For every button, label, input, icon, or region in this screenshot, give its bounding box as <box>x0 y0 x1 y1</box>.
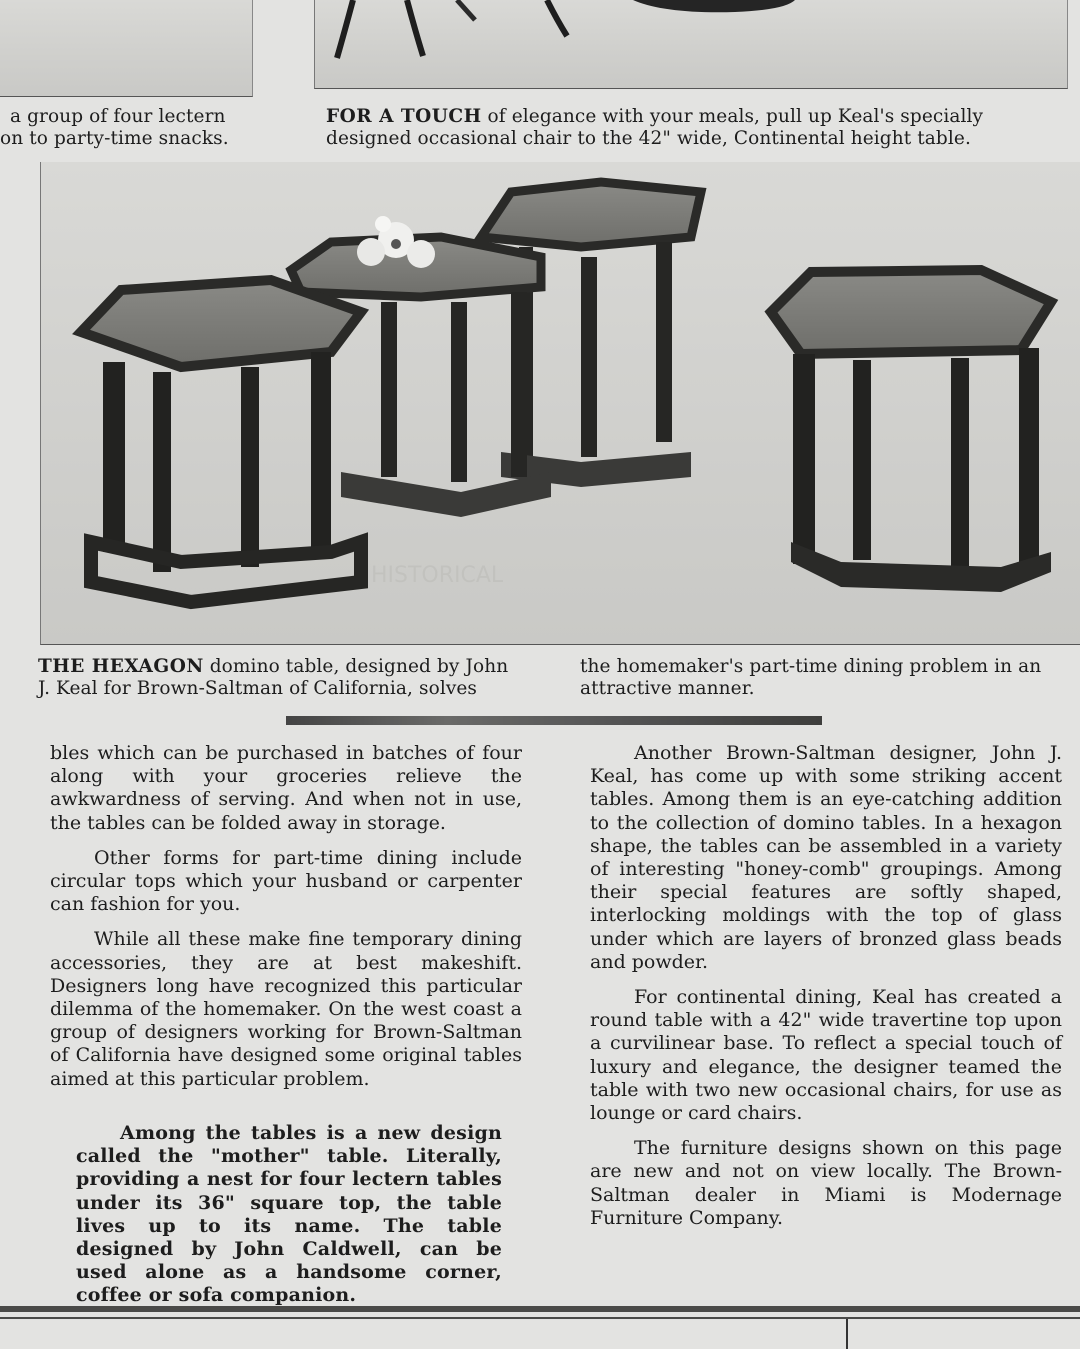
photo-watermark: HISTORICAL <box>371 563 504 588</box>
bottom-rule <box>0 1306 1080 1312</box>
article-right-column <box>590 742 1062 1230</box>
bottom-vertical-rule <box>846 1319 848 1349</box>
chair-and-table-photo <box>315 0 1067 88</box>
article-left-paragraph-1: bles which can be purchased in batches of four along with your groceries relieve the awkwardness of serving. And when not in use, the tables can be folded away in storage. <box>50 742 522 834</box>
hex-table-right <box>771 270 1051 592</box>
hexagon-caption-left-line1: domino table, designed by John <box>203 656 509 677</box>
top-left-caption <box>0 106 260 150</box>
top-left-caption-line2: on to party-time snacks. <box>0 128 229 149</box>
hexagon-caption-left <box>38 656 538 700</box>
article-left-bold-paragraph: Among the tables is a new design called the "mother" table. Literally, providing a nest for four lectern tables under its 36" square top, the table lives up to its name. The table designed by John Caldwell, can be used alone as a handsome corner, coffee or sofa companion. <box>76 1122 502 1307</box>
section-divider <box>286 716 822 725</box>
top-right-caption-line1: of elegance with your meals, pull up Keal's specially <box>481 106 984 127</box>
hexagon-caption-lead: THE HEXAGON <box>38 656 204 677</box>
hexagon-caption-right-line2: attractive manner. <box>580 678 755 699</box>
article-left-paragraph-3: While all these make fine temporary dining accessories, they are at best makeshift. Designers long have recognized this particular dilemma of the homemaker. On the west coast a group of designers working for Brown-Saltman of California have designed some original tables aimed at this particular problem. <box>50 928 522 1090</box>
top-right-photo <box>314 0 1068 89</box>
top-right-caption-lead: FOR A TOUCH <box>326 106 482 127</box>
hex-table-front-left <box>81 280 361 602</box>
hexagon-table-photo <box>40 162 1080 645</box>
article-left-bold-block <box>76 1122 502 1308</box>
article-left-column <box>50 742 522 1091</box>
top-left-photo <box>0 0 253 97</box>
article-right-paragraph-1: Another Brown-Saltman designer, John J. Keal, has come up with some striking accent tables. Among them is an eye-catching addition to the collection of domino tables. In a hexagon shape, the tables can be assembled in a variety of interesting "honey-comb" groupings. Among their special features are softly shaped, interlocking moldings with the top of glass under which are layers of bronzed glass beads and powder. <box>590 742 1062 973</box>
bottom-rule-thin <box>0 1317 1080 1319</box>
article-right-paragraph-3: The furniture designs shown on this page are new and not on view locally. The Brown-Saltman dealer in Miami is Modernage Furniture Company. <box>590 1137 1062 1229</box>
hexagon-tables-illustration <box>41 162 1080 644</box>
top-left-caption-line1: a group of four lectern <box>10 106 226 127</box>
article-right-paragraph-2: For continental dining, Keal has created a round table with a 42" wide travertine top upon a curvilinear base. To reflect a special touch of luxury and elegance, the designer teamed the table with two new occasional chairs, for use as lounge or card chairs. <box>590 986 1062 1125</box>
top-right-caption-line2: designed occasional chair to the 42" wide, Continental height table. <box>326 128 971 149</box>
hexagon-caption-right-line1: the homemaker's part-time dining problem in an <box>580 656 1042 677</box>
hexagon-caption-left-line2: J. Keal for Brown-Saltman of California, solves <box>38 678 478 699</box>
top-right-caption <box>326 106 1066 150</box>
article-left-paragraph-2: Other forms for part-time dining include circular tops which your husband or carpenter can fashion for you. <box>50 846 522 916</box>
hexagon-caption-right <box>580 656 1080 700</box>
